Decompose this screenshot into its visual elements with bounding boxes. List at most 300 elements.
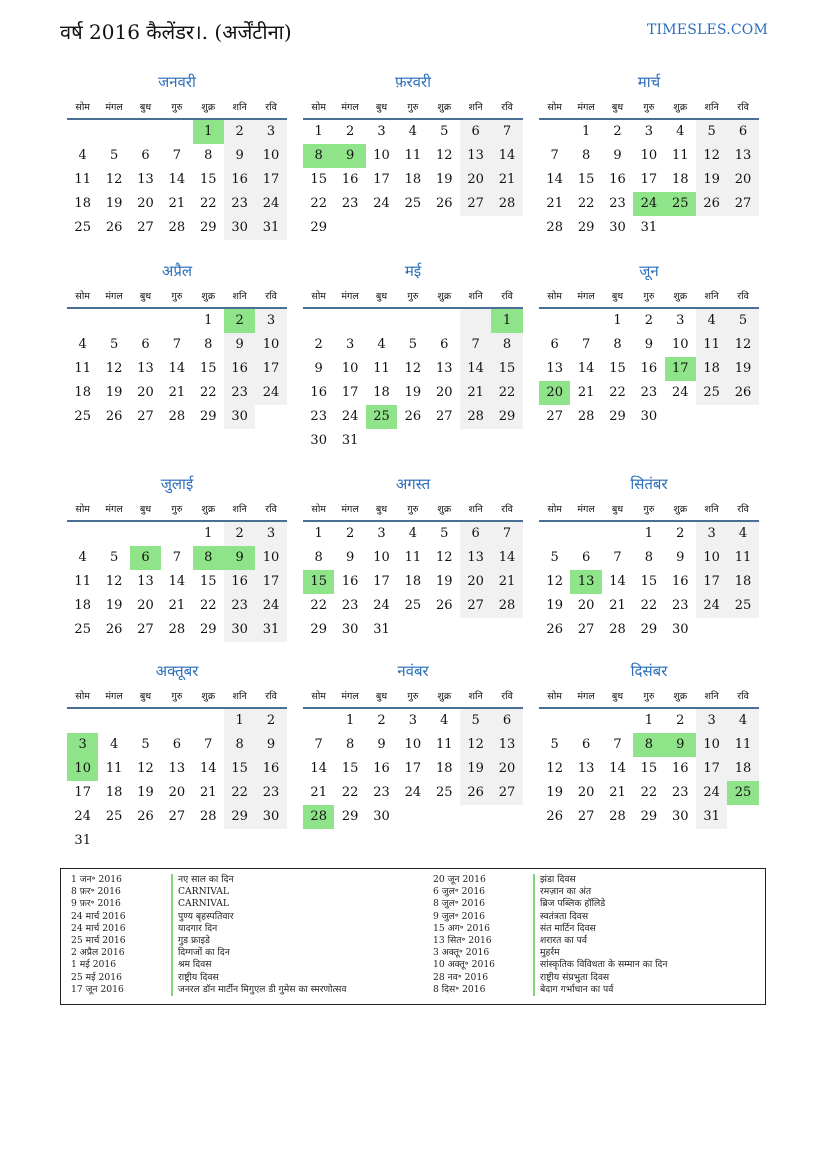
holiday-entry [71,959,346,971]
empty-day-cell [303,709,334,733]
day-cell: 29 [609,409,626,424]
holiday-date: 8 फ़र॰ 2016 [71,886,121,898]
day-cell: 15 [310,172,327,187]
day-cell: 31 [640,220,658,235]
day-cell: 23 [224,381,255,405]
weekday-label: रवि [737,504,749,515]
weekday-label: शुक्र [673,504,688,515]
day-cell: 23 [341,598,359,613]
day-grid [67,709,287,853]
day-cell: 8 [644,550,653,565]
day-cell: 12 [460,733,491,757]
day-cell: 14 [168,172,186,187]
day-cell: 7 [491,120,522,144]
empty-day-cell [161,709,192,733]
day-cell: 15 [199,574,217,589]
day-cell: 24 [373,598,390,613]
day-cell: 21 [491,570,522,594]
day-cell: 6 [460,120,491,144]
day-cell: 25 [404,196,422,211]
empty-day-cell [460,618,491,642]
holiday-entry [71,947,346,959]
day-grid [303,709,523,829]
day-cell: 5 [141,737,150,752]
day-cell: 12 [105,361,123,376]
day-cell: 25 [74,409,91,424]
day-cell: 22 [341,785,359,800]
weekday-label: बुध [611,691,624,702]
day-cell: 22 [577,196,595,211]
empty-day-cell [67,309,98,333]
day-cell: 12 [137,761,154,776]
day-cell: 28 [491,192,522,216]
day-cell: 29 [310,220,327,235]
day-cell: 13 [137,574,154,589]
day-cell: 1 [224,709,255,733]
day-cell: 28 [609,622,626,637]
empty-day-cell [727,216,758,240]
empty-day-cell [224,829,255,853]
day-cell: 16 [671,574,689,589]
empty-day-cell [570,309,601,333]
holiday-name: बेदाग गर्भाधान का पर्व [533,984,613,996]
weekday-header [303,500,523,522]
empty-day-cell [98,120,129,144]
holiday-entry [433,935,668,947]
day-grid [303,120,523,240]
day-cell: 13 [577,761,595,776]
day-cell: 4 [78,550,87,565]
day-cell: 9 [314,361,323,376]
day-cell: 23 [224,192,255,216]
day-cell: 8 [345,737,355,752]
day-cell: 6 [581,737,591,752]
day-cell: 20 [460,570,491,594]
day-cell: 19 [105,196,123,211]
holiday-entry [71,874,346,886]
weekday-label: बुध [375,291,388,302]
weekday-label: गुरु [171,102,183,113]
day-cell: 30 [255,805,286,829]
day-cell: 16 [640,361,658,376]
holiday-name: ब्रिज पब्लिक हॉलिडे [533,898,605,910]
day-cell: 9 [255,733,286,757]
day-cell: 16 [224,168,255,192]
weekday-label: गुरु [643,504,655,515]
day-cell: 27 [168,809,186,824]
empty-day-cell [665,216,696,240]
month-block [303,261,523,453]
day-cell: 19 [435,172,453,187]
page-title: वर्ष 2016 कैलेंडर।. (अर्जेंटीना) [60,20,292,44]
day-cell: 8 [581,148,591,163]
weekday-label: रवि [737,291,749,302]
day-cell: 30 [671,809,689,824]
day-cell: 11 [727,546,758,570]
holiday-entry [433,874,668,886]
day-cell: 21 [577,385,595,400]
weekday-label: रवि [737,691,749,702]
empty-day-cell [130,709,161,733]
holiday-day-cell: 20 [539,381,570,405]
day-cell: 3 [377,526,386,541]
day-cell: 29 [199,409,217,424]
weekday-header [303,687,523,709]
holiday-entry [433,947,668,959]
holiday-name: रमज़ान का अंत [533,886,591,898]
day-cell: 25 [727,594,758,618]
weekday-label: मंगल [105,504,123,515]
empty-day-cell [460,309,491,333]
holiday-day-cell: 8 [303,144,334,168]
weekday-header [67,500,287,522]
day-cell: 4 [377,337,386,352]
day-cell: 2 [613,124,622,139]
day-cell: 1 [613,313,622,328]
empty-day-cell [491,429,522,453]
day-cell: 22 [199,598,217,613]
day-cell: 28 [199,809,217,824]
holiday-date: 2 अप्रैल 2016 [71,947,125,959]
empty-day-cell [602,522,633,546]
day-cell: 25 [404,598,422,613]
month-name: अगस्त [395,475,431,493]
day-cell: 9 [613,148,622,163]
day-cell: 24 [373,196,390,211]
holiday-day-cell: 9 [224,546,255,570]
holiday-day-cell: 13 [570,570,601,594]
empty-day-cell [98,829,129,853]
weekday-label: शनि [468,291,483,302]
day-cell: 3 [255,309,286,333]
day-cell: 1 [204,313,213,328]
day-cell: 19 [546,785,563,800]
day-cell: 12 [546,761,563,776]
weekday-label: सोम [75,691,90,702]
empty-day-cell [696,216,727,240]
holiday-name: झंडा दिवस [533,874,576,886]
month-name: अक्तूबर [155,662,199,680]
weekday-label: रवि [501,291,513,302]
empty-day-cell [429,805,460,829]
holiday-date: 24 मार्च 2016 [71,922,126,934]
empty-day-cell [460,216,491,240]
weekday-label: मंगल [341,102,359,113]
day-cell: 24 [255,381,286,405]
day-cell: 3 [676,313,685,328]
empty-day-cell [397,618,428,642]
day-cell: 15 [640,761,658,776]
day-cell: 30 [373,809,390,824]
empty-day-cell [161,309,192,333]
day-cell: 22 [224,781,255,805]
holiday-name: राष्ट्रीय संप्रभुता दिवस [533,972,609,984]
day-cell: 6 [141,337,150,352]
day-cell: 27 [546,409,563,424]
weekday-label: मंगल [341,691,359,702]
day-cell: 17 [341,385,359,400]
day-cell: 28 [168,220,186,235]
empty-day-cell [130,829,161,853]
day-cell: 3 [377,124,386,139]
day-cell: 11 [404,550,422,565]
month-name: जनवरी [158,73,196,91]
day-cell: 1 [204,526,213,541]
holiday-day-cell: 25 [366,405,397,429]
weekday-label: रवि [265,102,277,113]
day-cell: 7 [172,148,181,163]
day-cell: 25 [435,785,453,800]
weekday-label: मंगल [341,504,359,515]
weekday-header [67,687,287,709]
day-cell: 28 [609,809,626,824]
month-name: मार्च [637,73,661,91]
day-cell: 16 [255,757,286,781]
day-cell: 23 [671,785,689,800]
day-cell: 17 [255,357,286,381]
empty-day-cell [98,709,129,733]
holiday-day-cell: 24 [633,192,664,216]
empty-day-cell [366,429,397,453]
holiday-day-cell: 8 [633,733,664,757]
empty-day-cell [727,805,758,829]
weekday-label: बुध [139,504,152,515]
day-cell: 14 [460,357,491,381]
day-cell: 20 [137,196,154,211]
day-cell: 24 [255,192,286,216]
weekday-label: रवि [265,691,277,702]
day-cell: 27 [460,192,491,216]
day-cell: 4 [440,713,449,728]
weekday-label: गुरु [643,102,655,113]
weekday-header [539,98,759,120]
holiday-day-cell: 9 [334,144,365,168]
day-cell: 10 [696,733,727,757]
weekday-label: रवि [265,504,277,515]
day-cell: 26 [727,381,758,405]
empty-day-cell [334,216,365,240]
month-name: जुलाई [160,475,194,493]
day-cell: 14 [609,574,626,589]
day-grid [539,709,759,829]
day-cell: 9 [224,144,255,168]
holiday-day-cell: 1 [193,120,224,144]
empty-day-cell [193,709,224,733]
day-cell: 13 [137,172,154,187]
weekday-label: मंगल [341,291,359,302]
day-cell: 27 [137,409,154,424]
day-cell: 17 [696,570,727,594]
day-cell: 26 [137,809,154,824]
day-cell: 22 [609,385,626,400]
holiday-day-cell: 8 [193,546,224,570]
day-cell: 8 [613,337,622,352]
weekday-label: गुरु [171,291,183,302]
day-cell: 7 [172,337,181,352]
holiday-name: दिग्गजों का दिन [171,947,230,959]
day-cell: 16 [310,385,327,400]
weekday-label: सोम [547,691,562,702]
empty-day-cell [130,120,161,144]
weekday-label: शनि [232,291,247,302]
weekday-label: शनि [232,691,247,702]
weekday-label: शुक्र [437,691,452,702]
day-cell: 18 [727,570,758,594]
day-cell: 5 [109,550,119,565]
day-cell: 10 [640,148,658,163]
day-cell: 10 [404,737,422,752]
day-cell: 26 [105,220,123,235]
weekday-label: शुक्र [201,291,216,302]
day-cell: 24 [671,385,689,400]
weekday-label: सोम [547,102,562,113]
day-cell: 24 [404,785,422,800]
day-cell: 23 [640,385,658,400]
day-cell: 21 [609,598,626,613]
day-cell: 5 [696,120,727,144]
day-cell: 2 [676,526,685,541]
day-cell: 7 [550,148,559,163]
day-grid [67,309,287,429]
weekday-label: बुध [139,102,152,113]
weekday-label: रवि [501,102,513,113]
weekday-label: शनि [704,691,719,702]
empty-day-cell [67,709,98,733]
day-cell: 13 [435,361,453,376]
day-cell: 19 [404,385,422,400]
day-cell: 4 [408,124,417,139]
empty-day-cell [429,429,460,453]
day-cell: 26 [696,192,727,216]
month-block [539,661,759,829]
day-cell: 17 [640,172,658,187]
day-cell: 14 [168,574,186,589]
day-cell: 2 [676,713,685,728]
day-cell: 24 [74,809,91,824]
day-cell: 7 [613,550,622,565]
day-cell: 11 [105,761,123,776]
empty-day-cell [665,405,696,429]
weekday-label: बुध [611,102,624,113]
month-block [303,661,523,829]
weekday-label: शुक्र [673,291,688,302]
weekday-label: सोम [547,504,562,515]
day-cell: 21 [168,385,186,400]
weekday-label: गुरु [171,691,183,702]
empty-day-cell [460,805,491,829]
day-cell: 1 [314,124,323,139]
day-cell: 9 [676,550,685,565]
day-cell: 15 [640,574,658,589]
holiday-entry [71,972,346,984]
holiday-entry [71,886,346,898]
weekday-label: शनि [704,102,719,113]
day-cell: 3 [696,709,727,733]
day-cell: 27 [137,622,154,637]
empty-day-cell [727,405,758,429]
day-cell: 24 [696,594,727,618]
day-cell: 4 [727,709,758,733]
holiday-date: 25 मार्च 2016 [71,934,126,946]
day-cell: 31 [255,618,286,642]
day-cell: 17 [255,168,286,192]
day-cell: 12 [404,361,422,376]
holiday-name: गुड फ्राइडे [171,935,210,947]
day-cell: 8 [314,550,323,565]
weekday-label: गुरु [407,102,419,113]
day-cell: 17 [696,757,727,781]
month-name: नवंबर [397,662,429,680]
day-cell: 8 [491,333,522,357]
day-cell: 19 [105,385,123,400]
day-cell: 9 [644,337,653,352]
holiday-date: 3 अक्तू॰ 2016 [433,947,490,959]
weekday-label: बुध [139,291,152,302]
day-cell: 28 [168,622,186,637]
day-grid [539,522,759,642]
day-cell: 29 [199,220,217,235]
day-cell: 18 [404,574,422,589]
day-cell: 7 [613,737,622,752]
day-cell: 15 [609,361,626,376]
day-cell: 10 [341,361,359,376]
holiday-name: CARNIVAL [171,886,229,898]
day-cell: 25 [105,809,123,824]
day-cell: 5 [109,148,119,163]
day-cell: 12 [105,172,123,187]
month-name: मई [404,262,422,280]
weekday-label: रवि [501,504,513,515]
site-brand-link[interactable]: TIMESLES.COM [647,22,768,38]
holiday-date: 1 जन॰ 2016 [71,874,122,885]
day-cell: 28 [168,409,186,424]
day-cell: 18 [74,196,91,211]
weekday-label: सोम [311,291,326,302]
holiday-date: 13 सित॰ 2016 [433,934,492,946]
weekday-label: शुक्र [201,691,216,702]
holiday-day-cell: 17 [665,357,696,381]
day-cell: 10 [696,546,727,570]
day-cell: 16 [671,761,689,776]
weekday-label: शनि [468,691,483,702]
day-cell: 17 [373,574,390,589]
holiday-list-right [433,874,668,996]
day-cell: 21 [546,196,563,211]
weekday-label: शुक्र [437,291,452,302]
weekday-label: बुध [375,102,388,113]
weekday-header [67,287,287,309]
day-cell: 11 [373,361,390,376]
holiday-name: जनरल डॉन मार्टीन मिगुएल डी गुमेस का स्मरणोत्सव [171,984,346,996]
day-cell: 2 [644,313,653,328]
day-cell: 24 [341,409,359,424]
holiday-entry [433,911,668,923]
day-cell: 3 [696,522,727,546]
day-cell: 6 [550,337,559,352]
month-name: जून [639,262,659,280]
empty-day-cell [397,429,428,453]
day-cell: 15 [491,357,522,381]
empty-day-cell [570,709,601,733]
day-cell: 12 [105,574,123,589]
day-cell: 10 [373,148,390,163]
month-name: अप्रैल [161,262,193,280]
empty-day-cell [539,120,570,144]
day-cell: 18 [105,785,123,800]
empty-day-cell [539,522,570,546]
day-cell: 4 [676,124,685,139]
empty-day-cell [161,522,192,546]
